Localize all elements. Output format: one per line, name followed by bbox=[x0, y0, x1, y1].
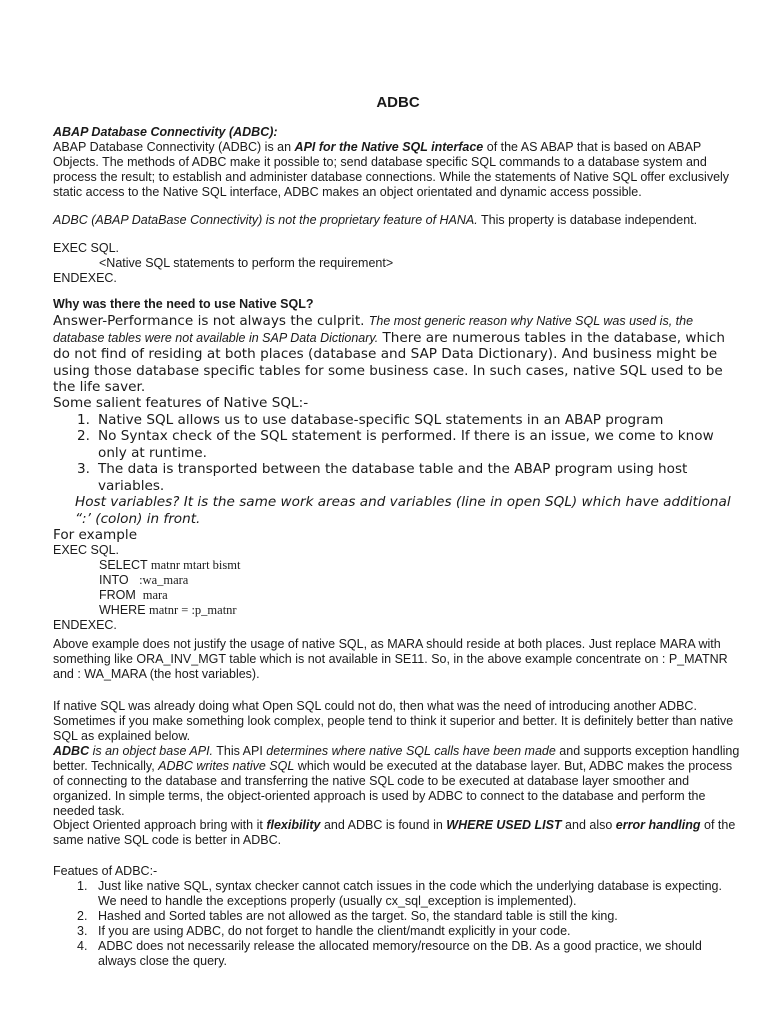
intro-paragraph: ABAP Database Connectivity (ADBC) is an API for the Native SQL interface of the AS ABAP that is based on ABAP Objects. The methods of ADBC make it possible to; send database specific SQL commands to a database system and process the result; to establish and administer database connections. While the statements of Native SQL offer exclusively static access to the Native SQL interface, ADBC makes an object orientated and dynamic access possible. bbox=[53, 140, 730, 199]
code-line: ENDEXEC. bbox=[53, 271, 117, 285]
code-line: ENDEXEC. bbox=[53, 618, 117, 632]
list-item: 4. ADBC does not necessarily release the allocated memory/resource on the DB. As a good practice, we should always close the query. bbox=[77, 939, 702, 968]
salient-heading: Some salient features of Native SQL:- bbox=[53, 395, 309, 411]
above-example-paragraph: Above example does not justify the usage of native SQL, as MARA should reside at both places. Just replace MARA with something like ORA_INV_MGT table which is not available in SE11. So, in the above example concentrate on : P_MATNR and : WA_MARA (the host variables). bbox=[53, 637, 728, 681]
salient-list bbox=[53, 412, 743, 495]
salient-section bbox=[53, 395, 743, 544]
example-label: For example bbox=[53, 527, 138, 543]
list-item: 1. Just like native SQL, syntax checker cannot catch issues in the code which the underlying database is expecting. We need to handle the exceptions properly (usually cx_sql_exception is implemented). bbox=[77, 879, 722, 908]
list-item: 1. Native SQL allows us to use database-specific SQL statements in an ABAP program bbox=[77, 411, 664, 428]
list-item: 3. If you are using ADBC, do not forget to handle the client/mandt explicitly in your code. bbox=[77, 924, 571, 938]
code-line: <Native SQL statements to perform the requirement> bbox=[99, 256, 394, 270]
list-item: 2. Hashed and Sorted tables are not allowed as the target. So, the standard table is still the king. bbox=[77, 909, 618, 923]
features-heading: Featues of ADBC:- bbox=[53, 864, 158, 878]
code-line: SELECT matnr mtart bismt bbox=[99, 558, 241, 572]
code-line: FROM mara bbox=[99, 588, 168, 602]
hana-paragraph: ADBC (ABAP DataBase Connectivity) is not the proprietary feature of HANA. This property is database independent. bbox=[53, 213, 698, 227]
code-line: INTO :wa_mara bbox=[99, 573, 189, 587]
intro-section bbox=[53, 125, 743, 200]
oo-paragraph: Object Oriented approach bring with it flexibility and ADBC is found in WHERE USED LIST and also error handling of the same native SQL code is better in ADBC. bbox=[53, 818, 736, 847]
code-line: WHERE matnr = :p_matnr bbox=[99, 603, 237, 617]
code-block-2 bbox=[53, 543, 743, 633]
intro-heading: ABAP Database Connectivity (ADBC): bbox=[53, 125, 278, 139]
features-list bbox=[53, 879, 743, 969]
adbc-api-paragraph: ADBC is an object base API. This API determines where native SQL calls have been made and supports exception handling better. Technically, ADBC writes native SQL which would be executed at the database layer. But, ADBC makes the process of connecting to the database and transferring the native SQL code to be executed at database layer smoother and organized. In simple terms, the object-oriented approach is used by ADBC to connect to the database and perform the needed task. bbox=[53, 744, 740, 818]
host-variables-note: Host variables? It is the same work areas and variables (line in open SQL) which have additional “:’ (colon) in front. bbox=[75, 494, 731, 527]
features-section bbox=[53, 864, 743, 969]
code-block-1 bbox=[53, 241, 743, 286]
page-title: ADBC bbox=[376, 94, 420, 111]
list-item: 3. The data is transported between the database table and the ABAP program using host variables. bbox=[77, 461, 688, 494]
list-item: 2. No Syntax check of the SQL statement is performed. If there is an issue, we come to know only at runtime. bbox=[77, 428, 714, 461]
code-line: EXEC SQL. bbox=[53, 543, 119, 557]
why-heading: Why was there the need to use Native SQL? bbox=[53, 297, 314, 311]
why-answer: Answer-Performance is not always the culprit. The most generic reason why Native SQL was used is, the database tables were not available in SAP Data Dictionary. There are numerous tables in the database, which do not find of residing at both places (database and SAP Data Dictionary). And business might be using those database specific tables for some business case. In such cases, native SQL used to be the life saver. bbox=[53, 313, 725, 395]
code-line: EXEC SQL. bbox=[53, 241, 119, 255]
why-adbc-paragraph: If native SQL was already doing what Open SQL could not do, then what was the need of introducing another ADBC. Sometimes if you make something look complex, people tend to think it superior and better. It is definitely better than native SQL as explained below. bbox=[53, 699, 734, 743]
